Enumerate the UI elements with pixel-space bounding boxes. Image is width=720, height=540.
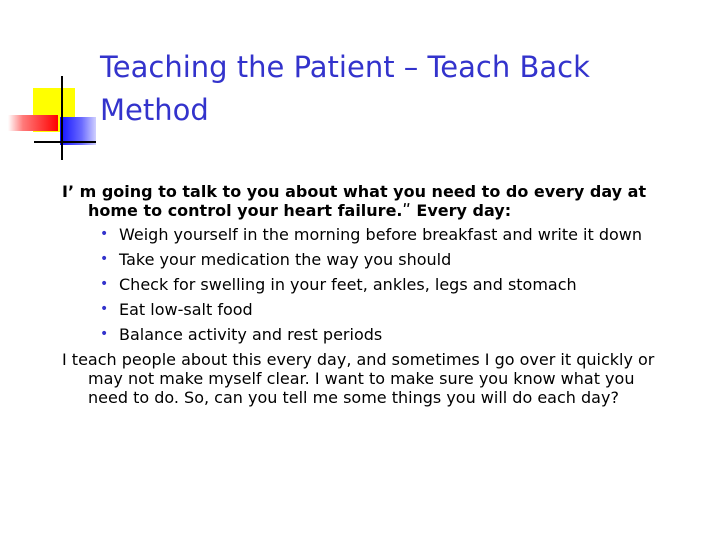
bullet-icon: • xyxy=(100,301,109,317)
daily-tasks-list xyxy=(100,225,672,344)
vertical-line-decoration xyxy=(61,76,63,160)
bullet-icon: • xyxy=(100,326,109,342)
closing-statement: I teach people about this every day, and sometimes I go over it quickly or may not make myself clear. I want to make sure you know what you need to do. So, can you tell me some things you will do each day? xyxy=(62,350,655,407)
list-item-text: Take your medication the way you should xyxy=(119,250,452,269)
list-item xyxy=(100,300,672,319)
list-item-text: Check for swelling in your feet, ankles, legs and stomach xyxy=(119,275,577,294)
list-item-text: Balance activity and rest periods xyxy=(119,325,383,344)
list-item-text: Eat low-salt food xyxy=(119,300,253,319)
list-item xyxy=(100,225,672,244)
intro-statement: Iʼ m going to talk to you about what you need to do every day at home to control your heart failure.ʺ Every day: xyxy=(62,182,647,220)
bullet-icon: • xyxy=(100,276,109,292)
list-item xyxy=(100,275,672,294)
list-item-text: Weigh yourself in the morning before breakfast and write it down xyxy=(119,225,643,244)
horizontal-line-decoration xyxy=(34,141,96,143)
slide-body xyxy=(62,182,672,407)
list-item xyxy=(100,325,672,344)
list-item xyxy=(100,250,672,269)
decorative-squares-logo xyxy=(0,0,110,170)
slide-title: Teaching the Patient – Teach Back Method xyxy=(100,50,590,127)
bullet-icon: • xyxy=(100,226,109,242)
red-gradient-bar-decoration xyxy=(8,115,58,131)
bullet-icon: • xyxy=(100,251,109,267)
